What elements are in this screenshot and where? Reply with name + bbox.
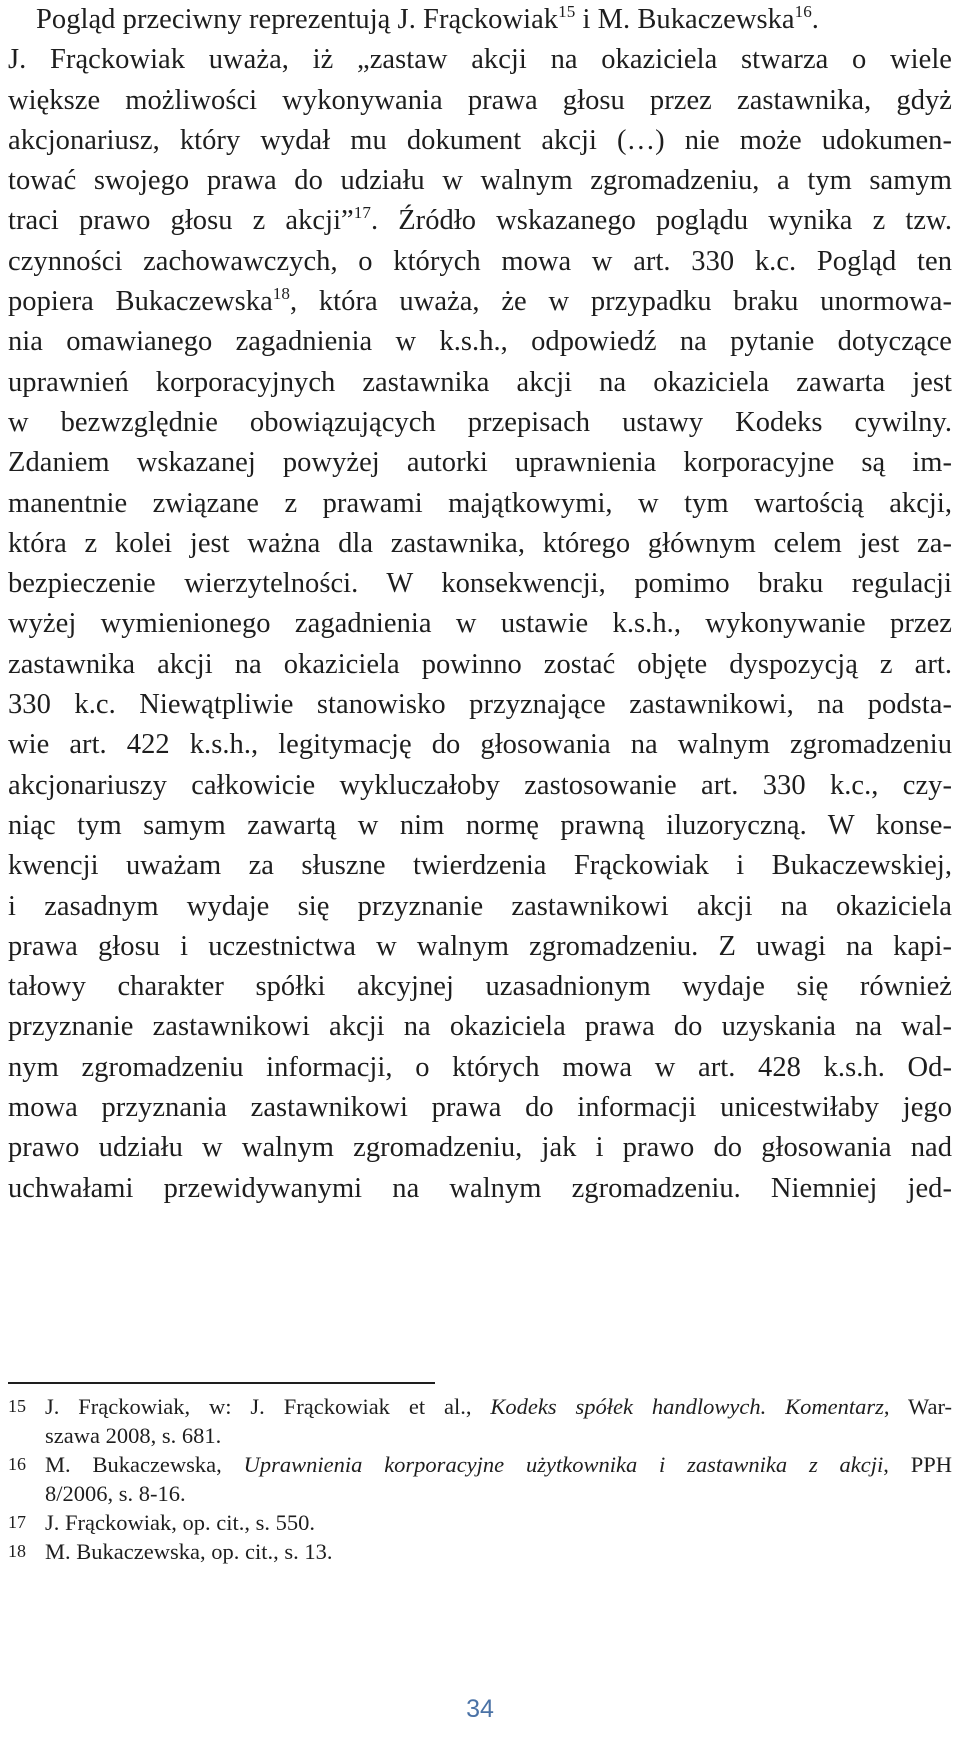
body-line (8, 967, 952, 1007)
body-text-segment: 330 k.c. Niewątpliwie stanowisko przyznające zastawnikowi, na podsta- (8, 689, 952, 721)
body-text-segment: i zasadnym wydaje się przyznanie zastawnikowi akcji na okaziciela (8, 890, 952, 922)
body-line (8, 1088, 952, 1128)
body-line (8, 1169, 952, 1209)
body-text-segment: niąc tym samym zawartą w nim normę prawną iluzoryczną. W konse- (8, 809, 952, 841)
footnote-line (45, 1392, 952, 1421)
footnote-line: szawa 2008, s. 681. (45, 1423, 222, 1448)
body-line (8, 524, 952, 564)
cited-title: Kodeks spółek handlowych. Komentarz (490, 1394, 884, 1419)
body-text-segment: tałowy charakter spółki akcyjnej uzasadnionym wydaje się również (8, 971, 952, 1003)
body-line (8, 604, 952, 644)
body-text-segment: akcjonariusz, który wydał mu dokument akcji (…) nie może udokumen- (8, 124, 952, 156)
body-text (8, 0, 952, 1209)
body-text-segment: wie art. 422 k.s.h., legitymację do głosowania na walnym zgromadzeniu (8, 729, 952, 761)
body-text-segment: Pogląd przeciwny reprezentują J. Frąckowiak (36, 4, 559, 35)
body-text-segment: traci prawo głosu z akcji” (8, 205, 354, 237)
body-text-segment: uprawnień korporacyjnych zastawnika akcji na okaziciela zawarta jest (8, 366, 952, 398)
footnote-number: 18 (8, 1541, 26, 1561)
body-text-segment: , która uważa, że w przypadku braku unormowa- (289, 286, 952, 318)
footnote-item (8, 1450, 952, 1508)
body-line (8, 1128, 952, 1168)
footnote-reference: 16 (794, 1, 812, 21)
body-line (8, 887, 952, 927)
body-text-segment: uchwałami przewidywanymi na walnym zgromadzeniu. Niemniej jed- (8, 1172, 952, 1204)
footnote-line (45, 1537, 952, 1566)
body-line (8, 766, 952, 806)
body-text-segment: mowa przyznania zastawnikowi prawa do informacji unicestwiłaby jego (8, 1092, 952, 1124)
footnote-text (45, 1537, 952, 1566)
body-line (8, 121, 952, 161)
body-line (8, 40, 952, 80)
footnote-text-segment: J. Frąckowiak, w: J. Frąckowiak et al., (45, 1394, 491, 1419)
page-number: 34 (466, 1695, 494, 1723)
body-text-segment: manentnie związane z prawami majątkowymi, w tym wartością akcji, (8, 487, 952, 519)
body-text-segment: większe możliwości wykonywania prawa głosu przez zastawnika, gdyż (8, 84, 952, 116)
body-line (8, 806, 952, 846)
body-line (8, 161, 952, 201)
body-text-segment: J. Frąckowiak uważa, iż „zastaw akcji na okaziciela stwarza o wiele (8, 44, 952, 76)
body-text-segment: wyżej wymienionego zagadnienia w ustawie k.s.h., wykonywanie przez (8, 608, 952, 640)
cited-title: Uprawnienia korporacyjne użytkownika i zastawnika z akcji (243, 1452, 884, 1477)
body-line (8, 846, 952, 886)
body-text-segment: akcjonariuszy całkowicie wykluczałoby zastosowanie art. 330 k.c., czy- (8, 769, 952, 801)
body-line (8, 282, 952, 322)
footnote-text-segment: M. Bukaczewska, (45, 1452, 244, 1477)
body-text-segment: czynności zachowawczych, o których mowa w art. 330 k.c. Pogląd ten (8, 245, 952, 277)
body-line (8, 0, 952, 40)
body-line (8, 1007, 952, 1047)
body-line (8, 484, 952, 524)
footnote-reference: 17 (353, 203, 371, 223)
body-text-segment: bezpieczenie wierzytelności. W konsekwencji, pomimo braku regulacji (8, 568, 952, 600)
footnote-reference: 15 (558, 1, 576, 21)
body-text-segment: nia omawianego zagadnienia w k.s.h., odpowiedź na pytanie dotyczące (8, 326, 952, 358)
body-line (8, 443, 952, 483)
footnote-text-segment: J. Frąckowiak, op. cit., s. 550. (45, 1510, 315, 1535)
body-line (8, 242, 952, 282)
footnote-text (45, 1450, 952, 1508)
footnote-line (45, 1450, 952, 1479)
footnote-item (8, 1508, 952, 1537)
footnote-item (8, 1537, 952, 1566)
footnote-reference: 18 (272, 283, 290, 303)
body-text-segment: . (811, 4, 819, 35)
body-text-segment: tować swojego prawa do udziału w walnym zgromadzeniu, a tym samym (8, 165, 952, 197)
body-text-segment: prawa głosu i uczestnictwa w walnym zgromadzeniu. Z uwagi na kapi- (8, 930, 952, 962)
body-text-segment: prawo udziału w walnym zgromadzeniu, jak i prawo do głosowania nad (8, 1132, 952, 1164)
body-line (8, 322, 952, 362)
footnote-text-segment: M. Bukaczewska, op. cit., s. 13. (45, 1539, 333, 1564)
body-text-segment: przyznanie zastawnikowi akcji na okaziciela prawa do uzyskania na wal- (8, 1011, 952, 1043)
body-text-segment: popiera Bukaczewska (8, 286, 273, 318)
body-line (8, 201, 952, 241)
body-line (8, 564, 952, 604)
footnote-text-segment: , War- (883, 1394, 952, 1419)
body-line (8, 363, 952, 403)
footnote-line: 8/2006, s. 8-16. (45, 1481, 186, 1506)
body-line (8, 1048, 952, 1088)
body-line (8, 403, 952, 443)
footnote-text (45, 1392, 952, 1450)
body-text-segment: . Źródło wskazanego poglądu wynika z tzw. (370, 205, 952, 237)
footnote-number: 17 (8, 1512, 26, 1532)
footnote-item (8, 1392, 952, 1450)
body-text-segment: zastawnika akcji na okaziciela powinno zostać objęte dyspozycją z art. (8, 648, 952, 680)
body-line (8, 685, 952, 725)
body-text-segment: kwencji uważam za słuszne twierdzenia Frąckowiak i Bukaczewskiej, (8, 850, 952, 882)
footnote-number: 15 (8, 1396, 26, 1416)
footnote-text-segment: , PPH (883, 1452, 952, 1477)
footnote-number: 16 (8, 1454, 26, 1474)
body-text-segment: która z kolei jest ważna dla zastawnika, którego głównym celem jest za- (8, 527, 952, 559)
body-text-segment: Zdaniem wskazanej powyżej autorki uprawnienia korporacyjne są im- (8, 447, 952, 479)
footnotes (8, 1392, 952, 1566)
body-text-segment: i M. Bukaczewska (575, 4, 795, 35)
body-text-segment: w bezwzględnie obowiązujących przepisach ustawy Kodeks cywilny. (8, 406, 952, 438)
body-text-segment: nym zgromadzeniu informacji, o których mowa w art. 428 k.s.h. Od- (8, 1051, 952, 1083)
footnote-line (45, 1508, 952, 1537)
body-line (8, 725, 952, 765)
footnote-separator (8, 1382, 435, 1384)
body-line (8, 927, 952, 967)
footnote-text (45, 1508, 952, 1537)
body-line (8, 81, 952, 121)
body-line (8, 645, 952, 685)
